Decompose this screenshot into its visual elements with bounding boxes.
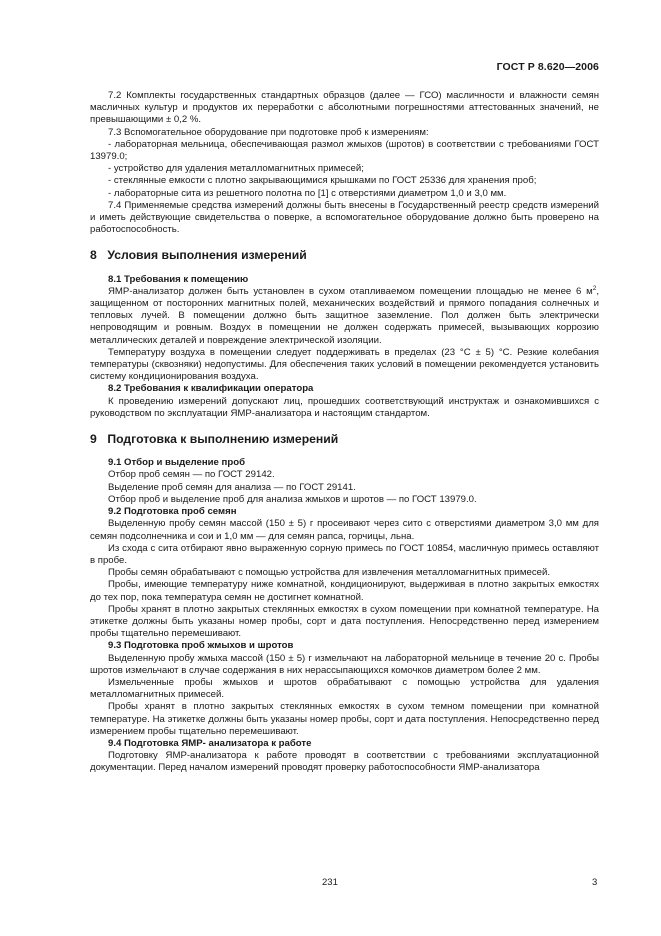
subsection-8-1-heading: 8.1 Требования к помещению <box>108 273 249 285</box>
text-part: , защищенном от посторонних магнитных полей, механических воздействий и прямого попадания солнечных и тепловых лучей. В помещении должно быть защитное заземление. Пол должен быть электрически непроводящим и ровным. Воздух в помещении не должен содержать примесей, вызывающих коррозию металлических деталей и повреждение электрической изоляции. <box>90 285 599 346</box>
section-9-number: 9 <box>90 432 97 447</box>
page-number-center: 231 <box>322 877 338 888</box>
subsection-9-2-heading: 9.2 Подготовка проб семян <box>108 506 237 518</box>
paragraph-9-1-b: Выделение проб семян для анализа — по ГОСТ 29141. <box>108 481 356 493</box>
paragraph-7-4: 7.4 Применяемые средства измерений должны быть внесены в Государственный реестр средств измерений и иметь действующие свидетельства о поверке, а вспомогательное оборудование должно быть проверено на работоспособность. <box>90 199 599 236</box>
paragraph-9-1-a: Отбор проб семян — по ГОСТ 29142. <box>108 469 275 481</box>
list-item: - лабораторные сита из решетного полотна по [1] с отверстиями диаметром 1,0 и 3,0 мм. <box>108 187 507 199</box>
paragraph-9-1-c: Отбор проб и выделение проб для анализа жмыхов и шротов — по ГОСТ 13979.0. <box>108 493 477 505</box>
subsection-9-1-heading: 9.1 Отбор и выделение проб <box>108 457 245 469</box>
page-number-right: 3 <box>592 877 598 888</box>
subsection-8-2-heading: 8.2 Требования к квалификации оператора <box>108 383 314 395</box>
paragraph-8-1-a <box>90 286 599 347</box>
list-item: - лабораторная мельница, обеспечивающая размол жмыхов (шротов) в соответствии с требованиями ГОСТ 13979.0; <box>90 138 599 163</box>
paragraph-9-2-e: Пробы хранят в плотно закрытых стеклянных емкостях в сухом помещении при комнатной температуре. На этикетке должны быть указаны номер пробы, сорт и дата поступления. Непосредственно перед измерением пробы тщательно перемешивают. <box>90 603 599 640</box>
paragraph-9-2-b: Из схода с сита отбирают явно выраженную сорную примесь по ГОСТ 10854, масличную примесь оставляют в пробе. <box>90 542 599 566</box>
page-body <box>90 90 599 775</box>
paragraph-8-1-b: Температуру воздуха в помещении следует поддерживать в пределах (23 °C ± 5) °C. Резкие колебания температуры (сквозняки) недопустимы. Для обеспечения таких условий в помещении рекомендуется установить систему кондиционирования воздуха. <box>90 346 599 383</box>
paragraph-9-3-c: Пробы хранят в плотно закрытых стеклянных емкостях в сухом темном помещении при комнатной температуре. На этикетке должны быть указаны номер пробы, сорт и дата поступления. Непосредственно перед измерением пробы тщательно перемешивают. <box>90 701 599 737</box>
paragraph-9-2-c: Пробы семян обрабатывают с помощью устройства для извлечения металломагнитных примесей. <box>108 567 550 579</box>
section-8-title: Условия выполнения измерений <box>107 248 307 263</box>
paragraph-9-3-a: Выделенную пробу жмыха массой (150 ± 5) г измельчают на лабораторной мельнице в течение 20 с. Пробы шротов измельчают в случае содержания в них нерассыпающихся комочков диаметром более 2 мм. <box>90 652 599 676</box>
paragraph-9-2-d: Пробы, имеющие температуру ниже комнатной, кондиционируют, выдерживая в плотно закрытых емкостях до тех пор, пока температура семян не достигнет комнатной. <box>90 579 599 603</box>
paragraph-7-2: 7.2 Комплекты государственных стандартных образцов (далее — ГСО) масличности и влажности семян масличных культур и продуктов их переработки с абсолютными погрешностями аттестованных значений, не превышающими ± 0,2 %. <box>90 90 599 126</box>
document-id: ГОСТ Р 8.620—2006 <box>496 61 599 73</box>
paragraph-9-2-a: Выделенную пробу семян массой (150 ± 5) г просеивают через сито с отверстиями диаметром 3,0 мм для семян подсолнечника и сои и 1,0 мм — для семян рапса, горчицы, льна. <box>90 518 599 542</box>
subsection-9-3-heading: 9.3 Подготовка проб жмыхов и шротов <box>108 640 294 652</box>
superscript: 2 <box>592 284 597 292</box>
section-8-number: 8 <box>90 248 97 263</box>
paragraph-7-3: 7.3 Вспомогательное оборудование при подготовке проб к измерениям: <box>108 126 429 138</box>
list-item: - устройство для удаления металломагнитных примесей; <box>108 163 364 175</box>
paragraph-8-2: К проведению измерений допускают лиц, прошедших соответствующий инструктаж и ознакомившихся с руководством по эксплуатации ЯМР-анализатора и настоящим стандартом. <box>90 395 599 419</box>
paragraph-9-4: Подготовку ЯМР-анализатора к работе проводят в соответствии с требованиями эксплуатационной документации. Перед началом измерений проводят проверку работоспособности ЯМР-анализатора <box>90 750 599 774</box>
section-8-heading <box>64 249 573 261</box>
list-item: - стеклянные емкости с плотно закрывающимися крышками по ГОСТ 25336 для хранения проб; <box>108 175 537 187</box>
subsection-9-4-heading: 9.4 Подготовка ЯМР- анализатора к работе <box>108 737 312 749</box>
section-9-heading <box>64 433 573 445</box>
section-9-title: Подготовка к выполнению измерений <box>107 432 339 447</box>
paragraph-9-3-b: Измельченные пробы жмыхов и шротов обрабатывают с помощью устройства для удаления металломагнитных примесей. <box>90 676 599 701</box>
text-part: ЯМР-анализатор должен быть установлен в сухом отапливаемом помещении площадью не менее 6 м <box>108 285 593 297</box>
